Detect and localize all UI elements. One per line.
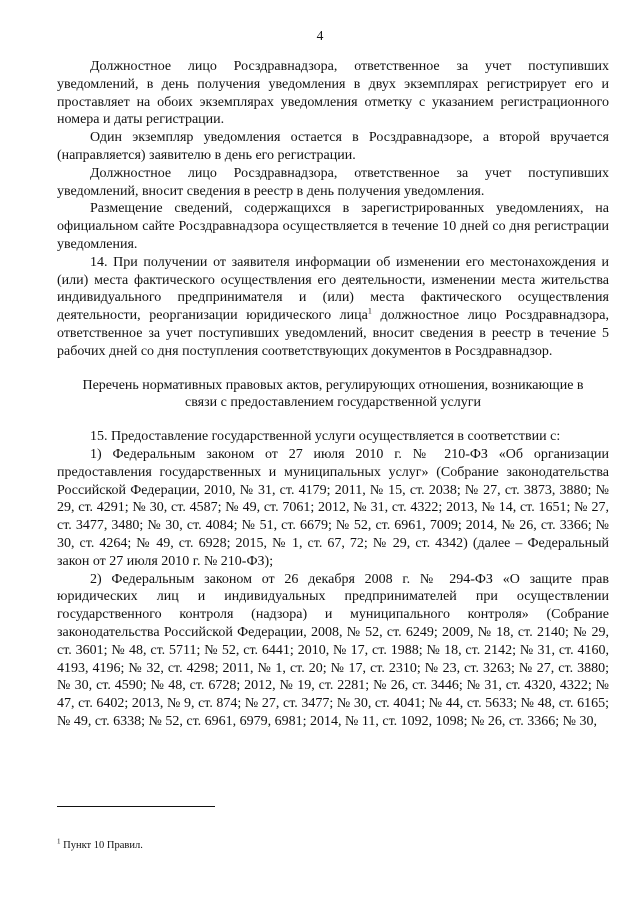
section-heading: Перечень нормативных правовых актов, регулирующих отношения, возникающие в связи с предоставлением государственной услуги bbox=[82, 377, 584, 411]
item-14-paragraph bbox=[57, 254, 609, 361]
item-15-entry-2: 2) Федеральным законом от 26 декабря 2008 г. № 294-ФЗ «О защите прав юридических лиц и индивидуальных предпринимателей при осуществлении государственного контроля (надзора) и муниципального контроля» (Собрание законодательства Российской Федерации, 2008, № 52, ст. 6249; 2009, № 18, ст. 2140; № 29, ст. 3601; № 48, ст. 5711; № 52, ст. 6441; 2010, № 17, ст. 1988; № 18, ст. 2142; № 31, ст. 4160, 4193, 4196; № 32, ст. 4298; 2011, № 1, ст. 20; № 17, ст. 2310; № 23, ст. 3263; № 27, ст. 3880; № 30, ст. 4590; № 48, ст. 6728; 2012, № 19, ст. 2281; № 26, ст. 3446; № 31, ст. 4320, 4322; № 47, ст. 6402; 2013, № 9, ст. 874; № 27, ст. 3477; № 30, ст. 4041; № 44, ст. 5633; № 48, ст. 6165; № 49, ст. 6338; № 52, ст. 6961, 6979, 6981; 2014, № 11, ст. 1092, 1098; № 26, ст. 3366; № 30, bbox=[57, 571, 609, 729]
paragraph-registry-entry: Должностное лицо Росздравнадзора, ответственное за учет поступивших уведомлений, вносит сведения в реестр в день получения уведомления. bbox=[57, 165, 609, 199]
footnote-divider bbox=[57, 806, 215, 807]
item-14-text-start: 14. При получении от заявителя информации об изменении его местонахождения и (или) места фактического осуществления его деятельности, изменении места жительства индивидуального предпринимателя и (или) места фактического осуществления деятельности, реорганизации юридического лица bbox=[57, 254, 609, 324]
document-body bbox=[57, 58, 609, 731]
paragraph-registration: Должностное лицо Росздравнадзора, ответственное за учет поступивших уведомлений, в день получения уведомления в двух экземплярах регистрирует его и проставляет на обоих экземплярах уведомления отметку с указанием регистрационного номера и даты регистрации. bbox=[57, 59, 609, 128]
item-14-text-end: должностное лицо Росздравнадзора, ответственное за учет поступивших уведомлений, вносит сведения в реестр в течение 5 рабочих дней со дня поступления соответствующих документов в Росздравнадзор. bbox=[57, 308, 609, 359]
item-15-entry-1: 1) Федеральным законом от 27 июля 2010 г. № 210-ФЗ «Об организации предоставления государственных и муниципальных услуг» (Собрание законодательства Российской Федерации, 2010, № 31, ст. 4179; 2011, № 15, ст. 2038; № 27, ст. 3873, 3880; № 29, ст. 4291; № 30, ст. 4587; № 49, ст. 7061; 2012, № 31, ст. 4322; 2013, № 14, ст. 1651; № 27, ст. 3477, 3480; № 30, ст. 4084; № 51, ст. 6679; № 52, ст. 6961, 7009; 2014, № 26, ст. 3366; № 30, ст. 4264; № 49, ст. 6928; 2015, № 1, ст. 67, 72; № 29, ст. 4342) (далее – Федеральный закон от 27 июля 2010 г. № 210-ФЗ); bbox=[57, 446, 609, 569]
page-number: 4 bbox=[316, 28, 324, 43]
paragraph-copy-issued: Один экземпляр уведомления остается в Росздравнадзоре, а второй вручается (направляется) заявителю в день его регистрации. bbox=[57, 130, 609, 163]
paragraph-website-publication: Размещение сведений, содержащихся в зарегистрированных уведомлениях, на официальном сайте Росздравнадзора осуществляется в течение 10 дней со дня регистрации уведомления. bbox=[57, 201, 609, 252]
footnote-text: Пункт 10 Правил. bbox=[60, 840, 143, 851]
footnote-marker: 1 bbox=[57, 837, 61, 846]
footnote-reference: 1 bbox=[367, 306, 372, 316]
footnote bbox=[57, 837, 143, 851]
item-15-intro: 15. Предоставление государственной услуги осуществляется в соответствии с: bbox=[90, 429, 561, 445]
